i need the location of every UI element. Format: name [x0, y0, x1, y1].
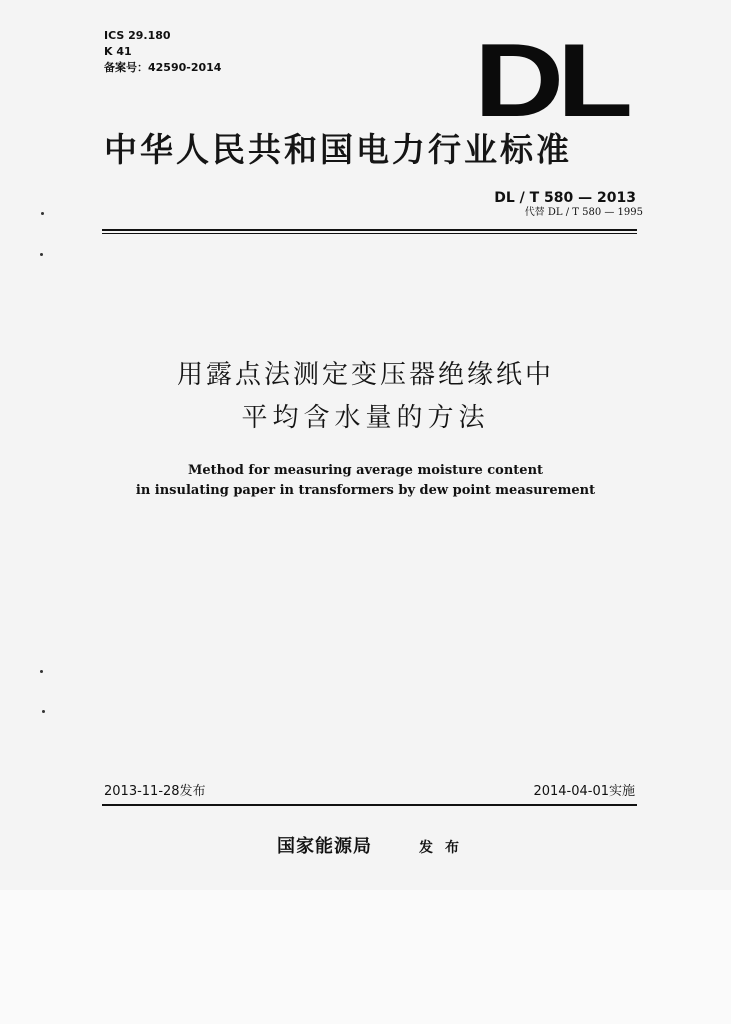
title-en-line1: Method for measuring average moisture content: [187, 463, 544, 478]
replaces-standard: 代替 DL / T 580 — 1995: [524, 207, 643, 218]
dl-logo: DL: [474, 23, 626, 139]
publisher-name: 国家能源局: [277, 836, 372, 857]
header-rule-thin: [102, 233, 637, 234]
classification-code: K 41: [104, 45, 132, 58]
scan-speck: [42, 710, 45, 713]
agency-title: 中华人民共和国电力行业标准: [104, 130, 572, 169]
standard-number: [494, 189, 636, 207]
publish-label: 发布: [419, 840, 471, 856]
scan-speck: [41, 212, 44, 215]
standard-number-text: DL / T 580 — 2013: [494, 190, 636, 206]
footer-rule: [102, 804, 637, 806]
header-rule-thick: [102, 229, 637, 231]
record-number: 备案号：42590-2014: [104, 61, 222, 74]
issue-date: 2013-11-28发布: [104, 784, 206, 799]
title-en-line2: in insulating paper in transformers by dew point measurement: [135, 483, 596, 498]
scan-speck: [40, 253, 43, 256]
ics-code: ICS 29.180: [104, 29, 171, 42]
title-cn-line2: 平均含水量的方法: [241, 403, 490, 433]
scan-speck: [40, 670, 43, 673]
page-bottom-area: [0, 890, 731, 1024]
title-cn-line1: 用露点法测定变压器绝缘纸中: [176, 360, 554, 390]
effective-date: 2014-04-01实施: [533, 784, 635, 799]
